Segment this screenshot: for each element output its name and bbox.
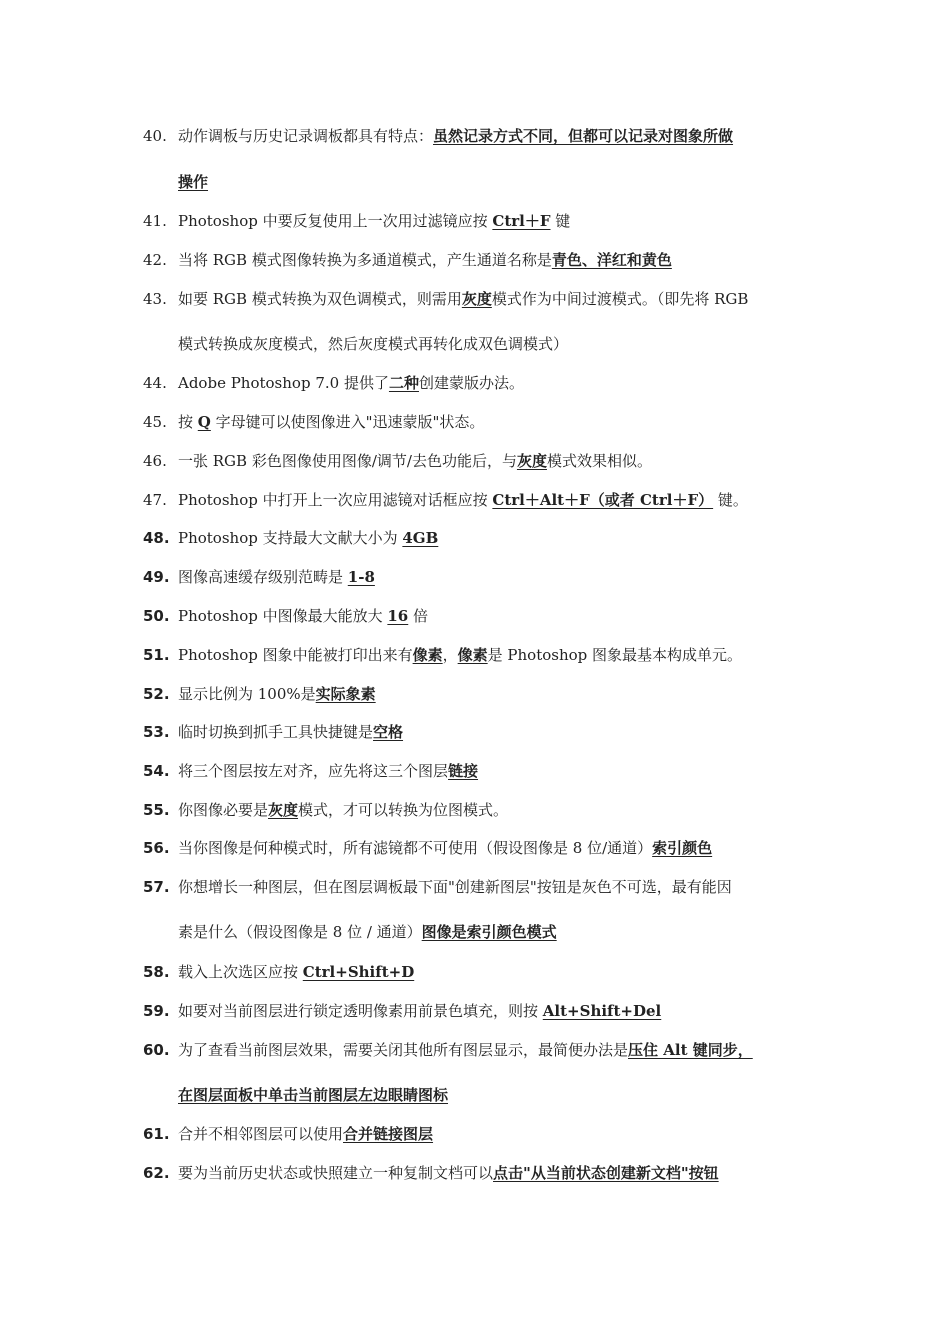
- item-number: 45.: [143, 413, 167, 431]
- item-number: 58.: [143, 963, 170, 981]
- item-number: 53.: [143, 723, 170, 741]
- list-item-continuation: [178, 172, 208, 192]
- item-number: 48.: [143, 529, 170, 547]
- list-item: [143, 412, 484, 432]
- answer-text: 像素: [412, 646, 443, 664]
- item-number: 55.: [143, 801, 170, 819]
- answer-text: 操作: [178, 173, 209, 191]
- list-item: [143, 761, 478, 781]
- answer-text: 索引颜色: [652, 839, 713, 857]
- list-item: [143, 451, 652, 471]
- list-item: [143, 490, 748, 510]
- question-text: 一张 RGB 彩色图像使用图像/调节/去色功能后，与: [178, 452, 517, 470]
- list-item: [143, 1040, 753, 1060]
- list-item: [143, 722, 403, 742]
- question-text: 你图像必要是: [178, 801, 269, 819]
- list-item: [143, 800, 508, 820]
- list-item: [143, 877, 732, 897]
- list-item: [143, 211, 570, 231]
- answer-text: 合并链接图层: [343, 1125, 434, 1143]
- item-number: 47.: [143, 491, 167, 509]
- question-text: 将三个图层按左对齐，应先将这三个图层: [178, 762, 449, 780]
- list-item: [143, 373, 524, 393]
- question-text: 你想增长一种图层，但在图层调板最下面"创建新图层"按钮是灰色不可选，最有能因: [178, 878, 732, 896]
- question-text: 当将 RGB 模式图像转换为多通道模式，产生通道名称是: [178, 251, 552, 269]
- item-number: 62.: [143, 1164, 170, 1182]
- question-text: Photoshop 中要反复使用上一次用过滤镜应按: [178, 212, 493, 230]
- item-number: 46.: [143, 452, 167, 470]
- list-item: [143, 1001, 661, 1021]
- question-text: 倍: [408, 607, 429, 625]
- question-text: Photoshop 中打开上一次应用滤镜对话框应按: [178, 491, 493, 509]
- question-text: 要为当前历史状态或快照建立一种复制文档可以: [178, 1164, 494, 1182]
- item-number: 59.: [143, 1002, 170, 1020]
- question-text: 是 Photoshop 图象最基本构成单元。: [487, 646, 743, 664]
- answer-text: 压住 Alt 键同步，: [628, 1041, 753, 1059]
- item-number: 50.: [143, 607, 170, 625]
- question-text: 模式效果相似。: [546, 452, 652, 470]
- answer-text: 虽然记录方式不同，但都可以记录对图象所做: [433, 127, 734, 145]
- question-text: 素是什么（假设图像是 8 位 / 通道）: [178, 923, 422, 941]
- question-text: 模式，才可以转换为位图模式。: [298, 801, 509, 819]
- answer-text: Ctrl+Shift+D: [302, 963, 415, 981]
- answer-text: 空格: [373, 723, 404, 741]
- question-text: 键。: [713, 491, 748, 509]
- list-item: [143, 606, 428, 626]
- answer-text: 二种: [388, 374, 419, 392]
- answer-text: 链接: [448, 762, 479, 780]
- list-item: [143, 962, 414, 982]
- question-text: 如要 RGB 模式转换为双色调模式，则需用: [178, 290, 462, 308]
- answer-text: 点击"从当前状态创建新文档"按钮: [493, 1164, 719, 1182]
- item-number: 43.: [143, 290, 167, 308]
- question-text: 临时切换到抓手工具快捷键是: [178, 723, 374, 741]
- question-text: 模式作为中间过渡模式。（即先将 RGB: [491, 290, 749, 308]
- list-item: [143, 126, 733, 146]
- list-item: [143, 645, 742, 665]
- list-item: [143, 684, 376, 704]
- question-text: 创建蒙版办法。: [418, 374, 524, 392]
- item-number: 51.: [143, 646, 170, 664]
- item-number: 60.: [143, 1041, 170, 1059]
- answer-text: 灰度: [516, 452, 547, 470]
- list-item: [143, 567, 375, 587]
- question-text: 合并不相邻图层可以使用: [178, 1125, 344, 1143]
- question-text: 动作调板与历史记录调板都具有特点：: [178, 127, 434, 145]
- question-text: Photoshop 中图像最大能放大: [178, 607, 388, 625]
- list-item-continuation: [178, 1085, 448, 1105]
- answer-text: 4GB: [402, 529, 439, 547]
- question-text: 键: [550, 212, 571, 230]
- answer-text: 灰度: [461, 290, 492, 308]
- question-text: Photoshop 图象中能被打印出来有: [178, 646, 413, 664]
- question-text: 如要对当前图层进行锁定透明像素用前景色填充，则按: [178, 1002, 543, 1020]
- question-text: ，: [442, 646, 458, 664]
- answer-text: Ctrl＋Alt＋F（或者 Ctrl＋F）: [492, 491, 714, 509]
- item-number: 52.: [143, 685, 170, 703]
- list-item: [143, 289, 748, 309]
- item-number: 61.: [143, 1125, 170, 1143]
- item-number: 40.: [143, 127, 167, 145]
- answer-text: 图像是索引颜色模式: [421, 923, 557, 941]
- list-item: [143, 1163, 719, 1183]
- question-text: 当你图像是何种模式时，所有滤镜都不可使用（假设图像是 8 位/通道）: [178, 839, 653, 857]
- item-number: 56.: [143, 839, 170, 857]
- question-text: 字母键可以使图像进入"迅速蒙版"状态。: [210, 413, 485, 431]
- answer-text: 1-8: [347, 568, 375, 586]
- item-number: 41.: [143, 212, 167, 230]
- question-text: 模式转换成灰度模式，然后灰度模式再转化成双色调模式）: [178, 335, 569, 353]
- question-text: 按: [178, 413, 198, 431]
- question-text: 为了查看当前图层效果，需要关闭其他所有图层显示，最简便办法是: [178, 1041, 629, 1059]
- item-number: 54.: [143, 762, 170, 780]
- answer-text: Ctrl＋F: [492, 212, 551, 230]
- list-item-continuation: [178, 334, 568, 354]
- list-item: [143, 528, 438, 548]
- answer-text: 实际象素: [315, 685, 376, 703]
- answer-text: 像素: [457, 646, 488, 664]
- question-text: 载入上次选区应按: [178, 963, 303, 981]
- answer-text: 灰度: [268, 801, 299, 819]
- answer-text: 在图层面板中单击当前图层左边眼睛图标: [178, 1086, 449, 1104]
- list-item: [143, 838, 712, 858]
- question-text: 图像高速缓存级别范畴是: [178, 568, 348, 586]
- list-item-continuation: [178, 922, 557, 942]
- item-number: 44.: [143, 374, 167, 392]
- list-item: [143, 250, 672, 270]
- question-text: Adobe Photoshop 7.0 提供了: [178, 374, 389, 392]
- item-number: 49.: [143, 568, 170, 586]
- answer-text: 16: [387, 607, 409, 625]
- item-number: 57.: [143, 878, 170, 896]
- item-number: 42.: [143, 251, 167, 269]
- question-text: 显示比例为 100%是: [178, 685, 316, 703]
- answer-text: Q: [197, 413, 211, 431]
- answer-text: 青色、洋红和黄色: [551, 251, 672, 269]
- question-text: Photoshop 支持最大文献大小为: [178, 529, 403, 547]
- list-item: [143, 1124, 433, 1144]
- answer-text: Alt+Shift+Del: [542, 1002, 662, 1020]
